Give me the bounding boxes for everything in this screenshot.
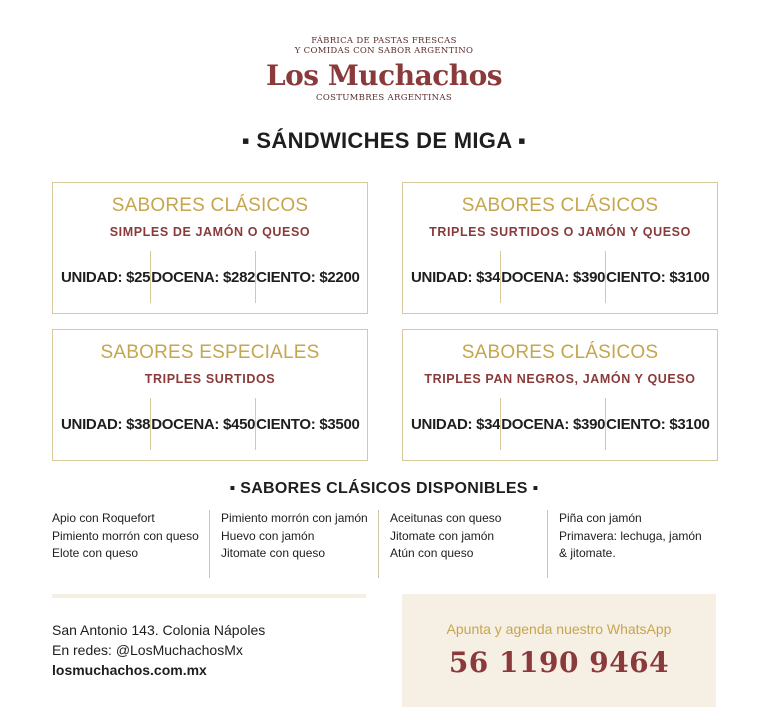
card-title: SABORES CLÁSICOS: [461, 195, 659, 216]
divider: [52, 594, 366, 598]
flavor-item: Primavera: lechuga, jamón: [559, 528, 702, 543]
whatsapp-number[interactable]: 56 1190 9464: [448, 646, 670, 679]
flavor-item: Jitomate con queso: [221, 546, 326, 560]
price-card-especiales: [52, 329, 368, 461]
price-unidad: UNIDAD: $34: [411, 268, 501, 286]
price-ciento: CIENTO: $3100: [605, 251, 709, 303]
tagline-line-1: FÁBRICA DE PASTAS FRESCAS: [311, 36, 457, 46]
price-row: [61, 251, 359, 303]
flavors-column: [209, 510, 378, 578]
logo: Los Muchachos: [265, 59, 503, 92]
price-card-simples: [52, 182, 368, 314]
flavors-column: [52, 510, 209, 578]
card-title: SABORES ESPECIALES: [100, 342, 320, 363]
price-docena: DOCENA: $450: [150, 398, 255, 450]
card-title: SABORES CLÁSICOS: [461, 342, 659, 363]
flavors-list: [52, 510, 716, 578]
card-subtitle: TRIPLES SURTIDOS: [144, 372, 276, 386]
price-unidad: UNIDAD: $34: [411, 415, 501, 433]
header: [0, 36, 768, 103]
price-docena: DOCENA: $390: [500, 398, 605, 450]
flavor-item: Piña con jamón: [559, 511, 642, 525]
flavors-title: ▪ SABORES CLÁSICOS DISPONIBLES ▪: [229, 480, 539, 497]
price-row: [411, 398, 709, 450]
flavor-item: Pimiento morrón con queso: [52, 528, 199, 543]
card-subtitle: TRIPLES PAN NEGROS, JAMÓN Y QUESO: [424, 372, 696, 386]
contact-info: [52, 620, 265, 680]
price-docena: DOCENA: $390: [500, 251, 605, 303]
flavor-item: Pimiento morrón con jamón: [221, 511, 368, 525]
page-title: ▪ SÁNDWICHES DE MIGA ▪: [241, 128, 527, 153]
flavor-item: Jitomate con jamón: [390, 528, 495, 543]
flavor-item: Aceitunas con queso: [390, 511, 502, 525]
flavor-item: Atún con queso: [390, 546, 474, 560]
flavor-item: Huevo con jamón: [221, 528, 315, 543]
price-ciento: CIENTO: $3500: [255, 398, 359, 450]
price-row: [411, 251, 709, 303]
card-subtitle: TRIPLES SURTIDOS O JAMÓN Y QUESO: [429, 225, 691, 239]
website-link[interactable]: losmuchachos.com.mx: [52, 662, 207, 678]
price-row: [61, 398, 359, 450]
price-ciento: CIENTO: $2200: [255, 251, 359, 303]
price-unidad: UNIDAD: $25: [61, 268, 151, 286]
price-unidad: UNIDAD: $38: [61, 415, 151, 433]
card-title: SABORES CLÁSICOS: [111, 195, 309, 216]
flavor-item: & jitomate.: [559, 546, 616, 560]
social-handle[interactable]: En redes: @LosMuchachosMx: [52, 642, 243, 658]
whatsapp-label: Apunta y agenda nuestro WhatsApp: [446, 621, 672, 637]
flavors-column: [378, 510, 547, 578]
card-subtitle: SIMPLES DE JAMÓN O QUESO: [109, 225, 311, 239]
price-docena: DOCENA: $282: [150, 251, 255, 303]
price-card-pan-negro: [402, 329, 718, 461]
flavor-item: Apio con Roquefort: [52, 511, 155, 525]
flavor-item: Elote con queso: [52, 546, 139, 560]
flavors-column: [547, 510, 716, 578]
address: San Antonio 143. Colonia Nápoles: [52, 622, 266, 638]
price-card-triples-surtidos: [402, 182, 718, 314]
whatsapp-panel: [402, 594, 716, 707]
tagline-line-2: Y COMIDAS CON SABOR ARGENTINO: [294, 46, 474, 56]
logo-subtitle: COSTUMBRES ARGENTINAS: [316, 93, 452, 103]
price-ciento: CIENTO: $3100: [605, 398, 709, 450]
